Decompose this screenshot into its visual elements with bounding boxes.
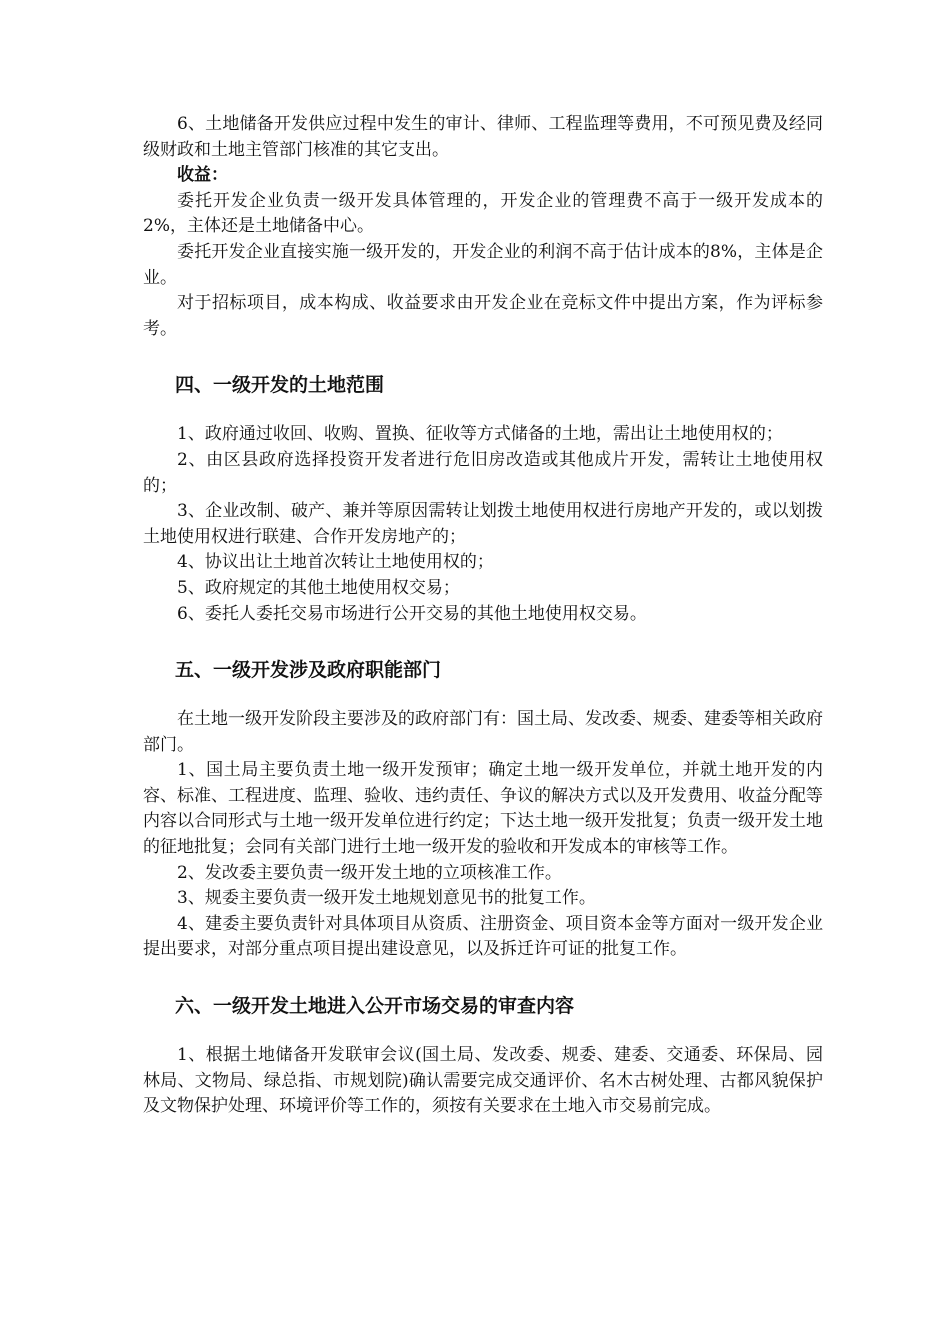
spacer [143,398,823,422]
section-4-item-3: 3、企业改制、破产、兼并等原因需转让划拨土地使用权进行房地产开发的，或以划拨土地使用权进行联建、合作开发房地产的； [143,501,823,547]
section-5-item-2: 2、发改委主要负责一级开发土地的立项核准工作。 [177,862,562,883]
section-5-item-4: 4、建委主要负责针对具体项目从资质、注册资金、项目资本金等方面对一级开发企业提出要求，对部分重点项目提出建设意见，以及拆迁许可证的批复工作。 [143,913,823,960]
income-paragraph-1: 委托开发企业负责一级开发具体管理的，开发企业的管理费不高于一级开发成本的2%，主体还是土地储备中心。 [143,190,823,237]
section-4-item-5: 5、政府规定的其他土地使用权交易； [177,577,460,598]
spacer [143,963,823,993]
spacer [143,342,823,372]
section-6-item-1: 1、根据土地储备开发联审会议(国土局、发改委、规委、建委、交通委、环保局、园林局、文物局、绿总指、市规划院)确认需要完成交通评价、名木古树处理、古都风貌保护及文物保护处理、环境评价等工作的，须按有关要求在土地入市交易前完成。 [143,1045,823,1117]
section-4-item-2: 2、由区县政府选择投资开发者进行危旧房改造或其他成片开发，需转让土地使用权的； [143,449,823,496]
income-paragraph-2: 委托开发企业直接实施一级开发的，开发企业的利润不高于估计成本的8%，主体是企业。 [143,241,823,288]
income-paragraph-3: 对于招标项目，成本构成、收益要求由开发企业在竞标文件中提出方案，作为评标参考。 [143,293,823,339]
spacer [143,1019,823,1043]
document-body [143,112,823,1120]
section-5-item-3: 3、规委主要负责一级开发土地规划意见书的批复工作。 [177,888,596,909]
section-5-heading: 五、一级开发涉及政府职能部门 [175,659,442,682]
spacer [143,627,823,657]
section-4-heading: 四、一级开发的土地范围 [175,374,385,397]
income-label: 收益： [177,165,228,186]
spacer [143,683,823,707]
section-5-intro: 在土地一级开发阶段主要涉及的政府部门有：国土局、发改委、规委、建委等相关政府部门。 [143,709,823,755]
section-6-heading: 六、一级开发土地进入公开市场交易的审查内容 [175,995,575,1018]
section-4-item-1: 1、政府通过收回、收购、置换、征收等方式储备的土地，需出让土地使用权的； [177,424,783,445]
section-5-item-1: 1、国土局主要负责土地一级开发预审；确定土地一级开发单位，并就土地开发的内容、标准、工程进度、监理、验收、违约责任、争议的解决方式以及开发费用、收益分配等内容以合同形式与土地一级开发单位进行约定；下达土地一级开发批复；负责一级开发土地的征地批复；会同有关部门进行土地一级开发的验收和开发成本的审核等工作。 [143,760,823,858]
cost-item-6: 6、土地储备开发供应过程中发生的审计、律师、工程监理等费用，不可预见费及经同级财政和土地主管部门核准的其它支出。 [143,114,823,160]
section-4-item-6: 6、委托人委托交易市场进行公开交易的其他土地使用权交易。 [177,603,647,624]
section-4-item-4: 4、协议出让土地首次转让土地使用权的； [177,552,494,573]
